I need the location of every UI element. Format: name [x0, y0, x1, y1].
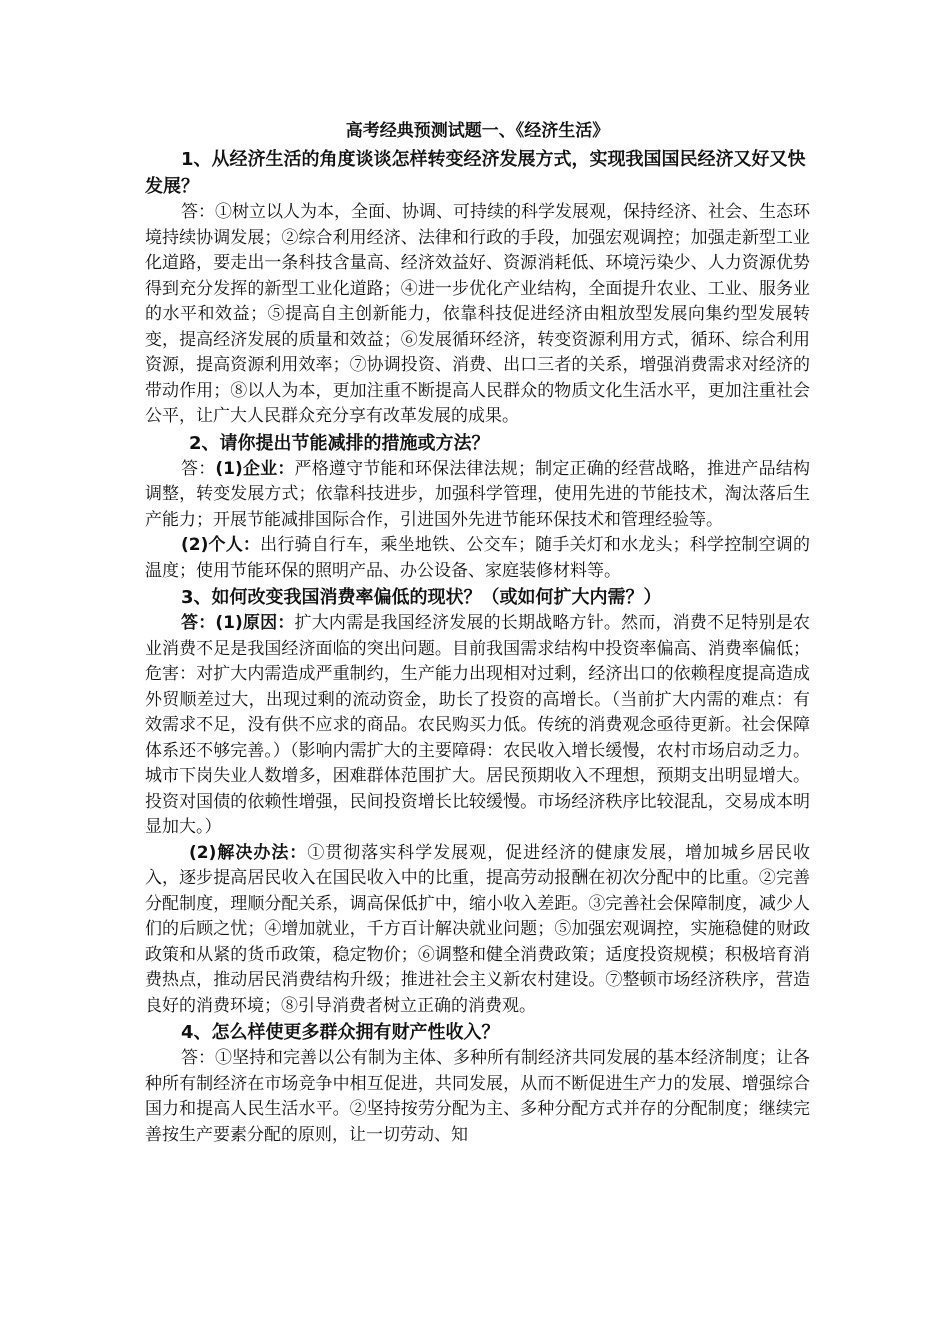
answer-3-part-2 — [145, 841, 810, 1020]
question-3: 3、如何改变我国消费率偏低的现状？（或如何扩大内需？） — [181, 587, 662, 608]
answer-1: 答：①树立以人为本，全面、协调、可持续的科学发展观，保持经济、社会、生态环境持续协调发展；②综合利用经济、法律和行政的手段，加强宏观调控；加强走新型工业化道路，要走出一条科技含量高、经济效益好、资源消耗低、环境污染少、人力资源优势得到充分发挥的新型工业化道路；④进一步优化产业结构，全面提升农业、工业、服务业的水平和效益；⑤提高自主创新能力，依靠科技促进经济由粗放型发展向集约型发展转变，提高经济发展的质量和效益；⑥发展循环经济，转变资源利用方式，循环、综合利用资源，提高资源利用效率；⑦协调投资、消费、出口三者的关系，增强消费需求对经济的带动作用；⑧以人为本，更加注重不断提高人民群众的物质文化生活水平，更加注重社会公平，让广大人民群众充分享有改革发展的成果。 — [145, 202, 810, 426]
page-title: 高考经典预测试题一、《经济生活》 — [345, 121, 610, 141]
answer-2-part-2-heading: (2)个人： — [181, 535, 261, 555]
answer-2-part-2-text: 出行骑自行车，乘坐地铁、公交车；随手关灯和水龙头；科学控制空调的温度；使用节能环保的照明产品、办公设备、家庭装修材料等。 — [145, 535, 810, 581]
answer-3-part-2-text: ①贯彻落实科学发展观，促进经济的健康发展，增加城乡居民收入，逐步提高居民收入在国民收入中的比重，提高劳动报酬在初次分配中的比重。②完善分配制度，理顺分配关系，调高保低扩中，缩小收入差距。③完善社会保障制度，减少人们的后顾之忧；④增加就业，千方百计解决就业问题；⑤加强宏观调控，实施稳健的财政政策和从紧的货币政策，稳定物价；⑥调整和健全消费政策；适度投资规模；积极培育消费热点，推动居民消费结构升级；推进社会主义新农村建设。⑦整顿市场经济秩序，营造良好的消费环境；⑧引导消费者树立正确的消费观。 — [145, 842, 811, 1016]
question-4: 4、怎么样使更多群众拥有财产性收入？ — [181, 1022, 500, 1043]
answer-3-part-2-heading: (2)解决办法： — [189, 842, 308, 863]
answer-3-part-1-text: 扩大内需是我国经济发展的长期战略方针。然而，消费不足特别是农业消费不足是我国经济面临的突出问题。目前我国需求结构中投资率偏高、消费率偏低；危害：对扩大内需造成严重制约，生产能力出现相对过剩，经济出口的依赖程度提高造成外贸顺差过大，出现过剩的流动资金，助长了投资的高增长。（当前扩大内需的难点：有效需求不足，没有供不应求的商品。农民购买力低。传统的消费观念亟待更新。社会保障体系还不够完善。）（影响内需扩大的主要障碍：农民收入增长缓慢，农村市场启动乏力。城市下岗失业人数增多，困难群体范围扩大。居民预期收入不理想，预期支出明显增大。投资对国债的依赖性增强，民间投资增长比较缓慢。市场经济秩序比较混乱，交易成本明显加大。） — [145, 613, 811, 837]
answer-2-part-1-heading: (1)企业： — [215, 458, 295, 479]
answer-2-prefix: 答： — [181, 458, 216, 479]
answer-2-part-1 — [145, 457, 810, 534]
answer-4: 答：①坚持和完善以公有制为主体、多种所有制经济共同发展的基本经济制度；让各种所有制经济在市场竞争中相互促进，共同发展，从而不断促进生产力的发展、增强综合国力和提高人民生活水平。②坚持按劳分配为主、多种分配方式并存的分配制度；继续完善按生产要素分配的原则，让一切劳动、知 — [145, 1048, 810, 1145]
answer-2-part-2 — [145, 533, 810, 584]
question-1: 1、从经济生活的角度谈谈怎样转变经济发展方式，实现我国国民经济又好又快发展？ — [145, 149, 806, 197]
document-page — [145, 118, 810, 1148]
answer-2-part-1-text: 严格遵守节能和环保法律法规；制定正确的经营战略，推进产品结构调整，转变发展方式；依靠科技进步，加强科学管理，使用先进的节能技术，淘汰落后生产能力；开展节能减排国际合作，引进国外先进节能环保技术和管理经验等。 — [145, 458, 811, 530]
answer-3-part-1 — [145, 611, 810, 841]
answer-3-part-1-heading: 答：(1)原因： — [181, 613, 295, 633]
question-2: 2、请你提出节能减排的措施或方法？ — [189, 432, 490, 454]
